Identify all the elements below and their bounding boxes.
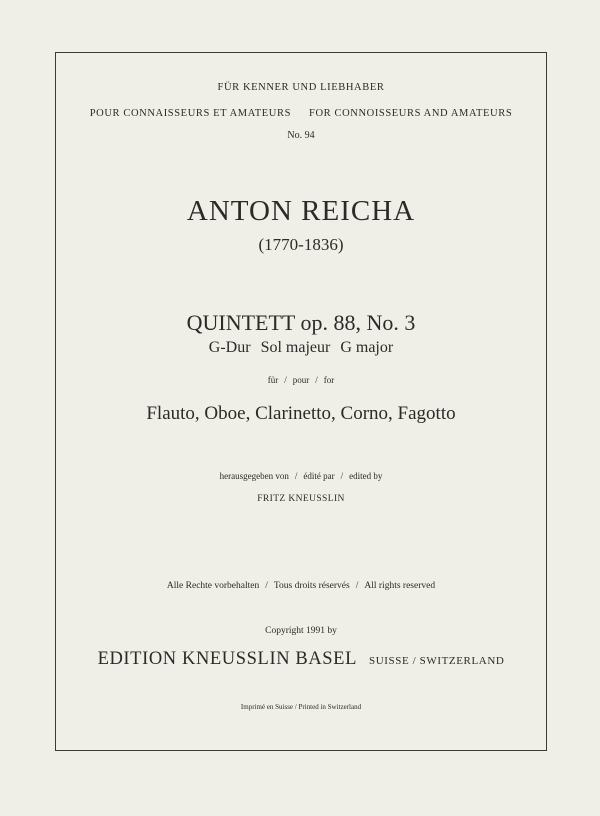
series-multilingual: [55, 109, 547, 120]
for-english: for: [323, 375, 335, 385]
editor-label: [55, 472, 547, 481]
publisher-line: [55, 650, 547, 669]
key-french: Sol majeur: [260, 339, 331, 356]
key-german: G-Dur: [208, 339, 251, 356]
for-label: [55, 376, 547, 385]
series-english: FOR CONNOISSEURS AND AMATEURS: [309, 108, 513, 119]
work-title: QUINTETT op. 88, No. 3: [186, 310, 416, 335]
series-german: FÜR KENNER UND LIEBHABER: [217, 82, 385, 93]
for-french: pour: [292, 375, 310, 385]
publisher-name: EDITION KNEUSSLIN BASEL: [97, 649, 357, 669]
series-number: No. 94: [287, 130, 315, 141]
publisher-country: SUISSE / SWITZERLAND: [368, 655, 505, 667]
editor-french: édité par: [303, 471, 335, 481]
instrumentation: Flauto, Oboe, Clarinetto, Corno, Fagotto: [146, 403, 456, 424]
separator: /: [340, 471, 344, 481]
editor-name: FRITZ KNEUSSLIN: [257, 494, 345, 504]
separator: /: [265, 581, 268, 591]
printed-in: Imprimé en Suisse / Printed in Switzerland: [240, 703, 362, 711]
composer-name: ANTON REICHA: [186, 195, 416, 227]
rights-french: Tous droits réservés: [273, 581, 350, 591]
rights-notice: [55, 582, 547, 592]
separator: /: [294, 471, 298, 481]
page-border: [55, 52, 547, 751]
editor-german: herausgegeben von: [219, 471, 289, 481]
work-key: [55, 340, 547, 356]
copyright: Copyright 1991 by: [265, 626, 337, 636]
series-french: POUR CONNAISSEURS ET AMATEURS: [89, 108, 292, 119]
for-german: für: [267, 375, 279, 385]
rights-german: Alle Rechte vorbehalten: [166, 581, 260, 591]
separator: /: [315, 375, 318, 385]
separator: /: [355, 581, 359, 591]
key-english: G major: [340, 339, 394, 356]
separator: /: [284, 375, 287, 385]
composer-dates: (1770-1836): [258, 235, 344, 254]
rights-english: All rights reserved: [364, 581, 436, 591]
editor-english: edited by: [349, 471, 383, 481]
